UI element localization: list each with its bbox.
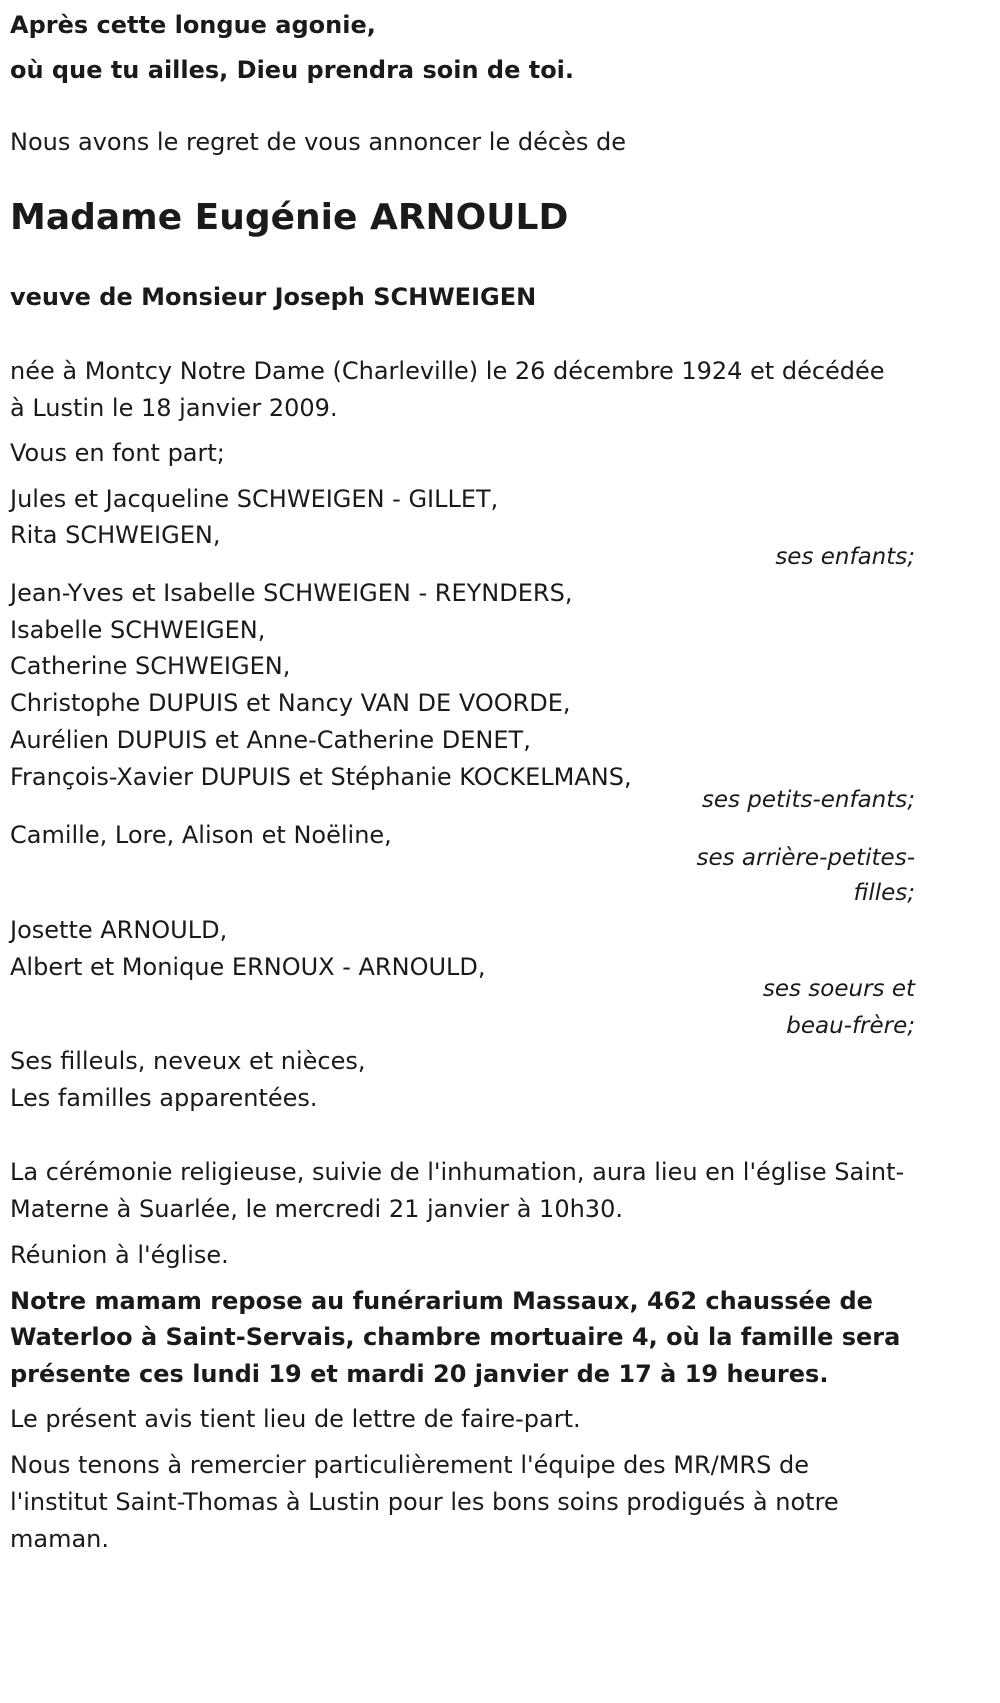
funerarium-line-3: présente ces lundi 19 et mardi 20 janvier de 17 à 19 heures. xyxy=(10,1360,829,1388)
thanks-line-3: maman. xyxy=(10,1525,110,1553)
siblings-member: Josette ARNOULD, xyxy=(10,916,228,944)
ceremony-line-2: Materne à Suarlée, le mercredi 21 janvier à 10h30. xyxy=(10,1195,623,1223)
epigraph-line-1: Après cette longue agonie, xyxy=(10,11,376,39)
children-member: Rita SCHWEIGEN, xyxy=(10,521,221,549)
intro-text: Vous en font part; xyxy=(10,439,225,467)
siblings-role-line-1: ses soeurs et xyxy=(762,976,915,1002)
grandchildren-member: Catherine SCHWEIGEN, xyxy=(10,652,291,680)
ceremony-line-1: La cérémonie religieuse, suivie de l'inhumation, aura lieu en l'église Saint- xyxy=(10,1158,905,1186)
thanks-line-2: l'institut Saint-Thomas à Lustin pour les bons soins prodigués à notre xyxy=(10,1488,839,1516)
grandchildren-member: Jean-Yves et Isabelle SCHWEIGEN - REYNDERS, xyxy=(10,579,573,607)
epigraph-line-2: où que tu ailles, Dieu prendra soin de toi. xyxy=(10,56,575,84)
great-grandchildren-role-line-1: ses arrière-petites- xyxy=(696,845,915,871)
grandchildren-member: Isabelle SCHWEIGEN, xyxy=(10,616,266,644)
thanks-line-1: Nous tenons à remercier particulièrement l'équipe des MR/MRS de xyxy=(10,1451,809,1479)
grandchildren-member: Christophe DUPUIS et Nancy VAN DE VOORDE, xyxy=(10,689,571,717)
birth-death-line-2: à Lustin le 18 janvier 2009. xyxy=(10,394,338,422)
others-member: Les familles apparentées. xyxy=(10,1084,318,1112)
funerarium-line-2: Waterloo à Saint-Servais, chambre mortuaire 4, où la famille sera xyxy=(10,1323,901,1351)
great-grandchildren-member: Camille, Lore, Alison et Noëline, xyxy=(10,821,392,849)
children-role: ses enfants; xyxy=(775,544,915,570)
grandchildren-member: François-Xavier DUPUIS et Stéphanie KOCKELMANS, xyxy=(10,763,632,791)
siblings-member: Albert et Monique ERNOUX - ARNOULD, xyxy=(10,953,486,981)
children-member: Jules et Jacqueline SCHWEIGEN - GILLET, xyxy=(10,485,499,513)
spouse-line: veuve de Monsieur Joseph SCHWEIGEN xyxy=(10,283,537,311)
grandchildren-member: Aurélien DUPUIS et Anne-Catherine DENET, xyxy=(10,726,531,754)
meeting-text: Réunion à l'église. xyxy=(10,1241,229,1269)
announcement-text: Nous avons le regret de vous annoncer le décès de xyxy=(10,128,626,156)
birth-death-line-1: née à Montcy Notre Dame (Charleville) le 26 décembre 1924 et décédée xyxy=(10,357,885,385)
funerarium-line-1: Notre mamam repose au funérarium Massaux, 462 chaussée de xyxy=(10,1287,873,1315)
others-member: Ses filleuls, neveux et nièces, xyxy=(10,1047,366,1075)
deceased-name: Madame Eugénie ARNOULD xyxy=(10,197,569,238)
siblings-role-line-2: beau-frère; xyxy=(786,1013,915,1039)
great-grandchildren-role-line-2: filles; xyxy=(853,880,915,906)
faire-part-text: Le présent avis tient lieu de lettre de faire-part. xyxy=(10,1405,581,1433)
grandchildren-role: ses petits-enfants; xyxy=(701,787,915,813)
